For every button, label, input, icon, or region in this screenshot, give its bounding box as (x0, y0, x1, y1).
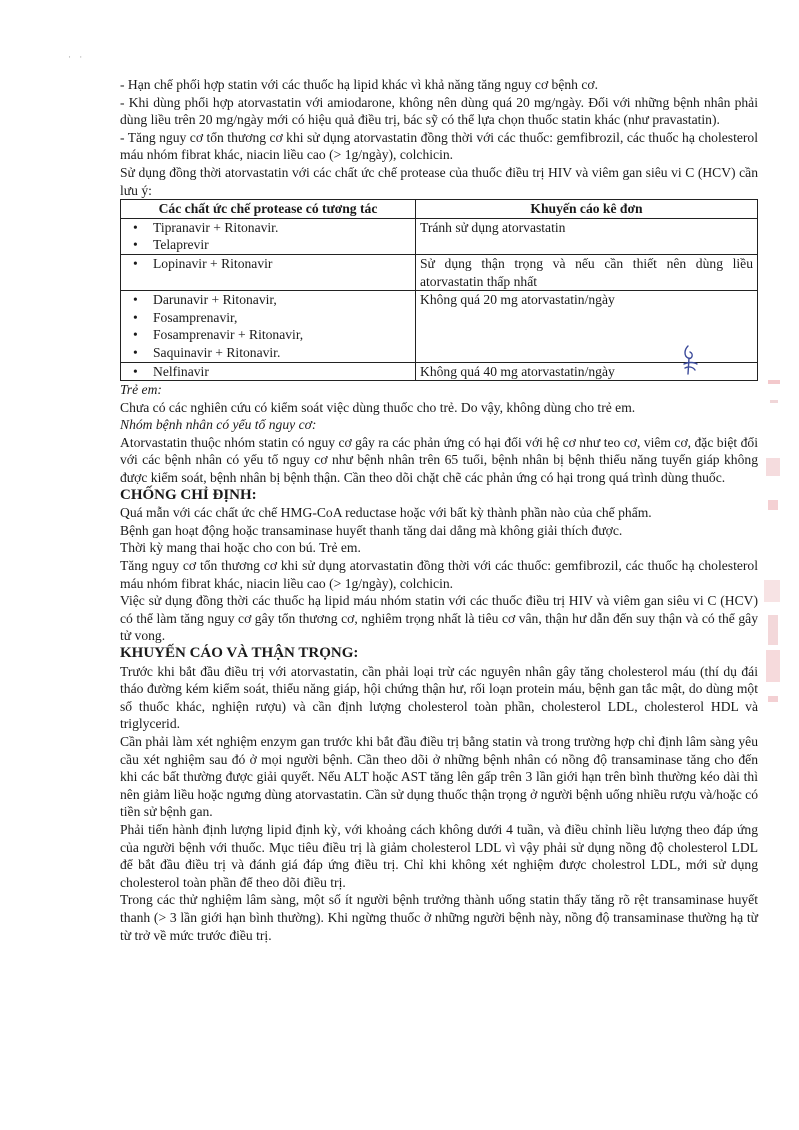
drug-item: • Darunavir + Ritonavir, (153, 291, 411, 309)
intro-item-2: - Khi dùng phối hợp atorvastatin với amiodarone, không nên dùng quá 20 mg/ngày. Đối với những bệnh nhân phải dùng liều trên 20 mg/ngày mới có hiệu quả điều trị, bác sỹ có thể lựa chọn thuốc statin khác (như pravastatin). (120, 94, 758, 128)
risk-text: Atorvastatin thuộc nhóm statin có nguy cơ gây ra các phản ứng có hại đối với hệ cơ như teo cơ, viêm cơ, đặc biệt đối với các bệnh nhân có yếu tố nguy cơ như bệnh nhân trên 65 tuổi, bệnh nhân bị bệnh thiểu năng tuyến giáp không được kiểm soát, bệnh nhân bị bệnh thận. Cần theo dõi chặt chẽ các phản ứng có hại trong quá trình dùng thuốc. (120, 434, 758, 486)
precaution-paragraph: Cần phải làm xét nghiệm enzym gan trước khi bắt đầu điều trị bằng statin và trong trường hợp chỉ định lâm sàng yêu cầu xét nghiệm sau đó ở mọi người bệnh. Cần theo dõi ở những bệnh nhân có nồng độ transaminase tăng cho đến khi các bất thường được giải quyết. Nếu ALT hoặc AST tăng lên gấp trên 3 lần giới hạn trên bình thường kéo dài thì nên giảm liều hoặc ngưng dùng atorvastatin. Cần sử dụng thuốc thận trọng ở người bệnh uống nhiều rượu và/hoặc có tiền sử bệnh gan. (120, 733, 758, 820)
scan-mark: · · (68, 52, 86, 62)
risk-heading: Nhóm bệnh nhân có yếu tố nguy cơ: (120, 417, 317, 433)
table-row (121, 254, 758, 290)
precautions-heading: KHUYẾN CÁO VÀ THẬN TRỌNG: (120, 645, 359, 661)
drug-item: • Tipranavir + Ritonavir. (153, 219, 411, 237)
drug-item: • Telaprevir (153, 236, 411, 254)
children-text: Chưa có các nghiên cứu có kiểm soát việc dùng thuốc cho trẻ. Do vậy, không dùng cho trẻ em. (120, 399, 636, 415)
drug-item: • Saquinavir + Ritonavir. (153, 344, 411, 362)
contraindications-heading: CHỐNG CHỈ ĐỊNH: (120, 486, 257, 503)
precaution-paragraph: Trong các thử nghiệm lâm sàng, một số ít người bệnh trưởng thành uống statin thấy tăng rõ rệt transaminase huyết thanh (> 3 lần giới hạn bình thường). Khi ngừng thuốc ở những người bệnh này, nồng độ transaminase thường hạ từ từ trở về mức trước điều trị. (120, 892, 758, 943)
table-header-row (121, 200, 758, 219)
drug-item: • Lopinavir + Ritonavir (153, 255, 411, 273)
precaution-paragraph: Trước khi bắt đầu điều trị với atorvastatin, cần phải loại trừ các nguyên nhân gây tăng cholesterol máu (thí dụ đái tháo đường kém kiểm soát, thiểu năng giáp, hội chứng thận hư, rối loạn protein máu, bệnh gan tắc mật, do dùng một số thuốc khác, nghiện rượu) và cần định lượng cholesterol toàn phần, cholesterol LDL, cholesterol HDL và triglycerid. (120, 663, 758, 732)
signature-mark (680, 344, 700, 376)
table-row (121, 218, 758, 254)
document-page (120, 76, 758, 944)
advice-cell: Sử dụng thận trọng và nếu cần thiết nên dùng liều atorvastatin thấp nhất (416, 254, 758, 290)
contraindication-paragraph: Việc sử dụng đồng thời các thuốc hạ lipid máu nhóm statin với các thuốc điều trị HIV và viêm gan siêu vi C (HCV) có thể làm tăng nguy cơ gây tổn thương cơ, nghiêm trọng nhất là tiêu cơ vân, thận hư dẫn đến suy thận và có thể gây tử vong. (120, 593, 758, 644)
table-row (121, 362, 758, 381)
contraindication-paragraph: Tăng nguy cơ tổn thương cơ khi sử dụng atorvastatin đồng thời với các thuốc: gemfibrozil, các thuốc hạ cholesterol máu nhóm fibrat khác, niacin liều cao (> 1g/ngày), colchicin. (120, 558, 758, 591)
advice-cell: Không quá 20 mg atorvastatin/ngày (416, 291, 758, 362)
table-row (121, 291, 758, 362)
precaution-paragraph: Phải tiến hành định lượng lipid định kỳ, với khoảng cách không dưới 4 tuần, và điều chỉnh liều lượng theo đáp ứng của người bệnh với thuốc. Mục tiêu điều trị là giảm cholesterol LDL vì vậy phải sử dụng nồng độ cholesterol LDL để bắt đầu điều trị và đánh giá đáp ứng điều trị. Chỉ khi không xét nghiệm được cholestrol LDL, mới sử dụng cholesterol toàn phần để theo dõi điều trị. (120, 821, 758, 890)
contraindication-paragraph: Thời kỳ mang thai hoặc cho con bú. Trẻ em. (120, 540, 361, 556)
drug-item: • Fosamprenavir + Ritonavir, (153, 326, 411, 344)
advice-cell: Tránh sử dụng atorvastatin (416, 218, 758, 254)
table-header-drugs: Các chất ức chế protease có tương tác (121, 200, 416, 219)
drug-item: • Fosamprenavir, (153, 309, 411, 327)
drug-item: • Nelfinavir (153, 363, 411, 381)
children-heading: Trẻ em: (120, 382, 162, 398)
contraindication-paragraph: Quá mẫn với các chất ức chế HMG-CoA reductase hoặc với bất kỳ thành phần nào của chế phẩm. (120, 505, 652, 521)
stamp-edge-marks (762, 380, 784, 710)
table-header-advice: Khuyến cáo kê đơn (416, 200, 758, 219)
intro-item-4: Sử dụng đồng thời atorvastatin với các chất ức chế protease của thuốc điều trị HIV và viêm gan siêu vi C (HCV) cần lưu ý: (120, 164, 758, 198)
advice-cell: Không quá 40 mg atorvastatin/ngày (416, 362, 758, 381)
intro-item-1: - Hạn chế phối hợp statin với các thuốc hạ lipid khác vì khả năng tăng nguy cơ bệnh cơ. (120, 77, 598, 92)
protease-inhibitor-table (120, 199, 758, 381)
contraindication-paragraph: Bệnh gan hoạt động hoặc transaminase huyết thanh tăng dai dẳng mà không giải thích được. (120, 522, 623, 538)
intro-item-3: - Tăng nguy cơ tổn thương cơ khi sử dụng atorvastatin đồng thời với các thuốc: gemfibrozil, các thuốc hạ cholesterol máu nhóm fibrat khác, niacin liều cao (> 1g/ngày), colchicin. (120, 129, 758, 163)
